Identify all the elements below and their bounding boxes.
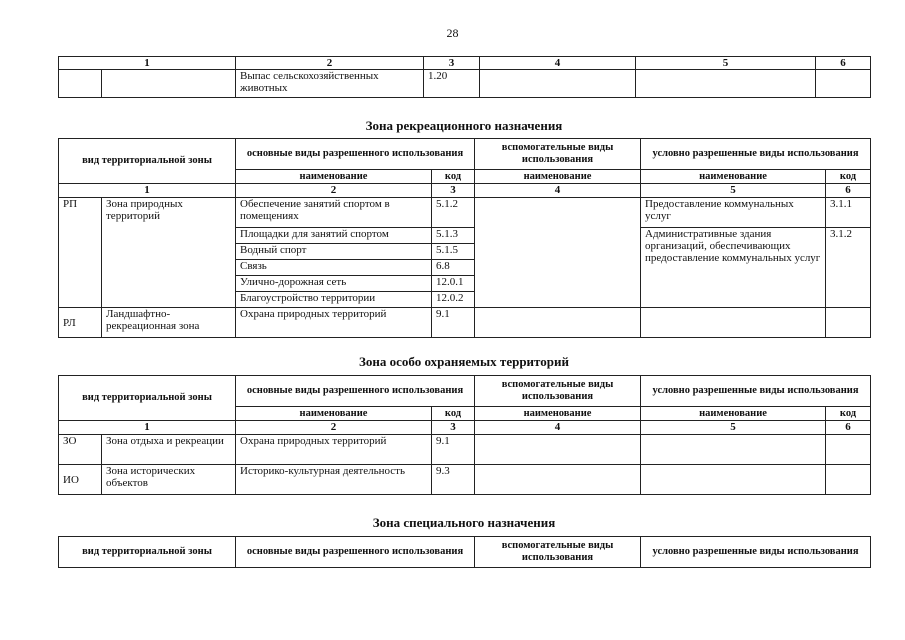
main-use-name: Связь [236,260,432,276]
header-main-uses: основные виды разрешенного использования [236,537,475,568]
zone-title-special: Зона специального назначения [372,515,556,530]
main-use-name: Площадки для занятий спортом [236,228,432,244]
zone-title-protected: Зона особо охраняемых территорий [359,354,569,369]
zone-name: Зона природных территорий [102,198,236,308]
main-use-code: 9.3 [432,465,475,495]
zone-title-recreation: Зона рекреационного назначения [365,118,563,133]
cond-code-cell [826,465,871,495]
main-use-name: Охрана природных территорий [236,435,432,465]
main-use-name: Улично-дорожная сеть [236,276,432,292]
header-code: код [826,407,871,421]
col-number-2: 2 [236,184,432,198]
special-table [58,536,871,568]
zone-code: РЛ [59,308,102,338]
zone-name: Ландшафтно-рекреационная зона [102,308,236,338]
header-code: код [432,407,475,421]
empty-cell [480,70,636,98]
cond-use-cell [641,435,826,465]
top-table [58,56,871,98]
recreation-table [58,138,871,338]
protected-table [58,375,871,495]
cond-use-name: Предоставление коммунальных услуг [641,198,826,228]
header-name: наименование [236,407,432,421]
zone-code: ИО [59,465,102,495]
col-number-1: 1 [59,421,236,435]
zone-name: Зона отдыха и рекреации [102,435,236,465]
col-number-2: 2 [236,57,424,70]
empty-cell [102,70,236,98]
main-use-code: 5.1.2 [432,198,475,228]
col-number-6: 6 [826,421,871,435]
use-name: Выпас сельскохозяйственных животных [236,70,424,98]
main-use-code: 9.1 [432,308,475,338]
main-use-code: 9.1 [432,435,475,465]
cond-use-code: 3.1.1 [826,198,871,228]
header-zone-type: вид территориальной зоны [59,376,236,421]
aux-use-cell [475,198,641,308]
cond-code-cell [826,435,871,465]
header-zone-type: вид территориальной зоны [59,139,236,184]
header-aux-uses: вспомогательные виды использования [475,139,641,170]
col-number-5: 5 [641,421,826,435]
main-use-code: 12.0.2 [432,292,475,308]
main-use-code: 5.1.5 [432,244,475,260]
header-aux-uses: вспомогательные виды использования [475,537,641,568]
main-use-name: Водный спорт [236,244,432,260]
col-number-5: 5 [636,57,816,70]
empty-cell [636,70,816,98]
header-name: наименование [236,170,432,184]
col-number-5: 5 [641,184,826,198]
header-code: код [432,170,475,184]
cond-use-cell [641,308,826,338]
col-number-4: 4 [480,57,636,70]
header-name: наименование [641,170,826,184]
page-number: 28 [446,26,459,40]
col-number-3: 3 [432,421,475,435]
col-number-3: 3 [424,57,480,70]
header-zone-type: вид территориальной зоны [59,537,236,568]
aux-use-cell [475,435,641,465]
cond-use-name: Административные здания организаций, обеспечивающих предоставление коммунальных услуг [641,228,826,308]
main-use-name: Обеспечение занятий спортом в помещениях [236,198,432,228]
empty-cell [59,70,102,98]
header-cond-uses: условно разрешенные виды использования [641,376,871,407]
zone-name: Зона исторических объектов [102,465,236,495]
zone-code: ЗО [59,435,102,465]
main-use-code: 5.1.3 [432,228,475,244]
col-number-2: 2 [236,421,432,435]
col-number-4: 4 [475,421,641,435]
col-number-3: 3 [432,184,475,198]
header-name: наименование [475,407,641,421]
col-number-4: 4 [475,184,641,198]
header-name: наименование [475,170,641,184]
empty-cell [816,70,871,98]
cond-use-cell [641,465,826,495]
zone-code: РП [59,198,102,308]
main-use-name: Охрана природных территорий [236,308,432,338]
col-number-6: 6 [816,57,871,70]
header-code: код [826,170,871,184]
main-use-code: 12.0.1 [432,276,475,292]
header-name: наименование [641,407,826,421]
aux-use-cell [475,308,641,338]
header-main-uses: основные виды разрешенного использования [236,139,475,170]
aux-use-cell [475,465,641,495]
cond-code-cell [826,308,871,338]
use-code: 1.20 [424,70,480,98]
col-number-6: 6 [826,184,871,198]
header-aux-uses: вспомогательные виды использования [475,376,641,407]
col-number-1: 1 [59,184,236,198]
header-cond-uses: условно разрешенные виды использования [641,139,871,170]
col-number-1: 1 [59,57,236,70]
main-use-code: 6.8 [432,260,475,276]
main-use-name: Историко-культурная деятельность [236,465,432,495]
header-main-uses: основные виды разрешенного использования [236,376,475,407]
header-cond-uses: условно разрешенные виды использования [641,537,871,568]
main-use-name: Благоустройство территории [236,292,432,308]
cond-use-code: 3.1.2 [826,228,871,308]
